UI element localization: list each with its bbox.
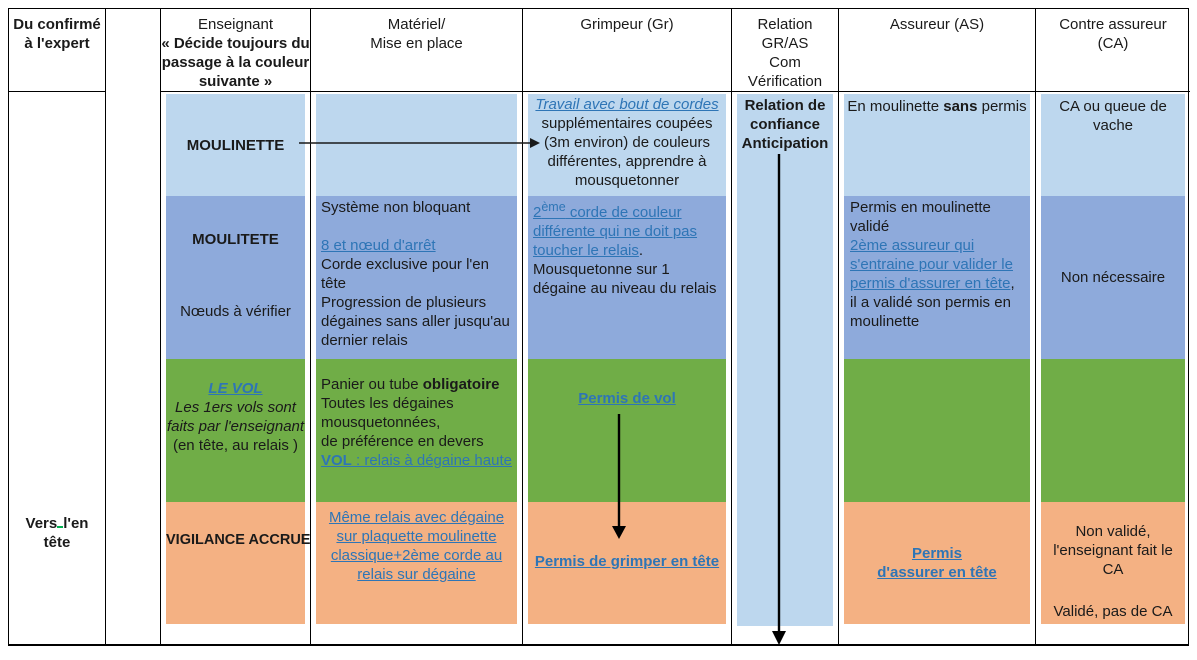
cell-assureur-vol bbox=[844, 359, 1030, 502]
cell-assureur-moulitete: Permis en moulinette validé 2ème assureur qui s'entraine pour valider le permis d'assurer en tête, il a validé son permis en moulinette bbox=[844, 196, 1030, 359]
column-contre-assureur bbox=[1036, 9, 1190, 644]
permis-assurer-tete-link[interactable]: Permis d'assurer en tête bbox=[877, 545, 997, 581]
column-assureur bbox=[839, 9, 1036, 644]
column-materiel bbox=[311, 9, 523, 644]
header-assureur: Assureur (AS) bbox=[889, 16, 985, 33]
noeud-arret-link[interactable]: 8 et nœud d'arrêt bbox=[321, 237, 436, 254]
cell-enseignant-moulinette: MOULINETTE bbox=[166, 94, 305, 196]
cell-relation-confiance: Relation de confiance Anticipation bbox=[737, 94, 833, 626]
header-enseignant: Enseignant « Décide toujours du passage à la couleur suivante » bbox=[161, 16, 310, 90]
header-relation: Relation GR/AS Com Vérification bbox=[747, 16, 823, 90]
cell-enseignant-vigilance: VIGILANCE ACCRUE bbox=[166, 502, 305, 624]
axis-label-vers-l-en-tete: Vers l'en tête bbox=[25, 515, 89, 551]
cell-ca-queue-vache: CA ou queue de vache bbox=[1041, 94, 1185, 196]
cell-grimpeur-permis-tete bbox=[528, 502, 726, 624]
header-rule-left bbox=[9, 91, 106, 92]
progression-table bbox=[8, 8, 1189, 646]
column-spacer bbox=[106, 9, 161, 644]
cell-materiel-vol: Panier ou tube obligatoire Toutes les dégaines mousquetonnées, de préférence en devers VOL : relais à dégaine haute bbox=[316, 359, 517, 502]
cell-assureur-moulinette: En moulinette sans permis bbox=[844, 94, 1030, 196]
deuxieme-corde-link[interactable]: 2ème corde de couleur différente qui ne doit pas toucher le relais bbox=[533, 200, 698, 259]
header-grimpeur: Grimpeur (Gr) bbox=[580, 16, 674, 33]
le-vol-link[interactable]: LE VOL bbox=[208, 380, 263, 397]
meme-relais-link[interactable]: Même relais avec dégaine sur plaquette moulinette classique+2ème corde au relais sur dégaine bbox=[328, 509, 505, 583]
cell-ca-valide: Non validé, l'enseignant fait le CA Validé, pas de CA bbox=[1041, 502, 1185, 624]
cell-grimpeur-moulinette: Travail avec bout de cordes supplémentaires coupées (3m environ) de couleurs différentes, apprendre à mousquetonner bbox=[528, 94, 726, 196]
header-rule-main bbox=[161, 91, 1190, 92]
cell-ca-non-necessaire: Non nécessaire bbox=[1041, 196, 1185, 359]
cell-materiel-moulitete: Système non bloquant 8 et nœud d'arrêt Corde exclusive pour l'en tête Progression de plusieurs dégaines sans aller jusqu'au dernier relais bbox=[316, 196, 517, 359]
header-materiel: Matériel/ Mise en place bbox=[370, 16, 463, 52]
header-du-confirme: Du confirmé à l'expert bbox=[13, 16, 101, 52]
cell-enseignant-moulitete: MOULITETE Nœuds à vérifier bbox=[166, 196, 305, 359]
spacer bbox=[321, 217, 512, 236]
deuxieme-assureur-link[interactable]: 2ème assureur qui s'entraine pour valider le permis d'assurer en tête bbox=[850, 237, 1013, 292]
column-grimpeur bbox=[523, 9, 732, 644]
travail-cordes-link[interactable]: Travail avec bout de cordes bbox=[535, 96, 719, 113]
cell-materiel-vigilance bbox=[316, 502, 517, 624]
vol-relais-link[interactable]: VOL : relais à dégaine haute bbox=[321, 452, 512, 469]
permis-de-vol-link[interactable]: Permis de vol bbox=[578, 390, 676, 407]
cell-grimpeur-permis-vol bbox=[528, 359, 726, 502]
column-du-confirme bbox=[9, 9, 106, 644]
cell-materiel-moulinette bbox=[316, 94, 517, 196]
header-contre-assureur: Contre assureur (CA) bbox=[1059, 16, 1167, 52]
cell-enseignant-le-vol: LE VOL Les 1ers vols sont faits par l'enseignant (en tête, au relais ) bbox=[166, 359, 305, 502]
cell-grimpeur-moulitete: 2ème corde de couleur différente qui ne doit pas toucher le relais. Mousquetonne sur 1 dégaine au niveau du relais bbox=[528, 196, 726, 359]
column-relation bbox=[732, 9, 839, 644]
cell-ca-vol bbox=[1041, 359, 1185, 502]
cell-assureur-permis bbox=[844, 502, 1030, 624]
column-enseignant bbox=[161, 9, 311, 644]
permis-grimper-tete-link[interactable]: Permis de grimper en tête bbox=[534, 553, 720, 570]
